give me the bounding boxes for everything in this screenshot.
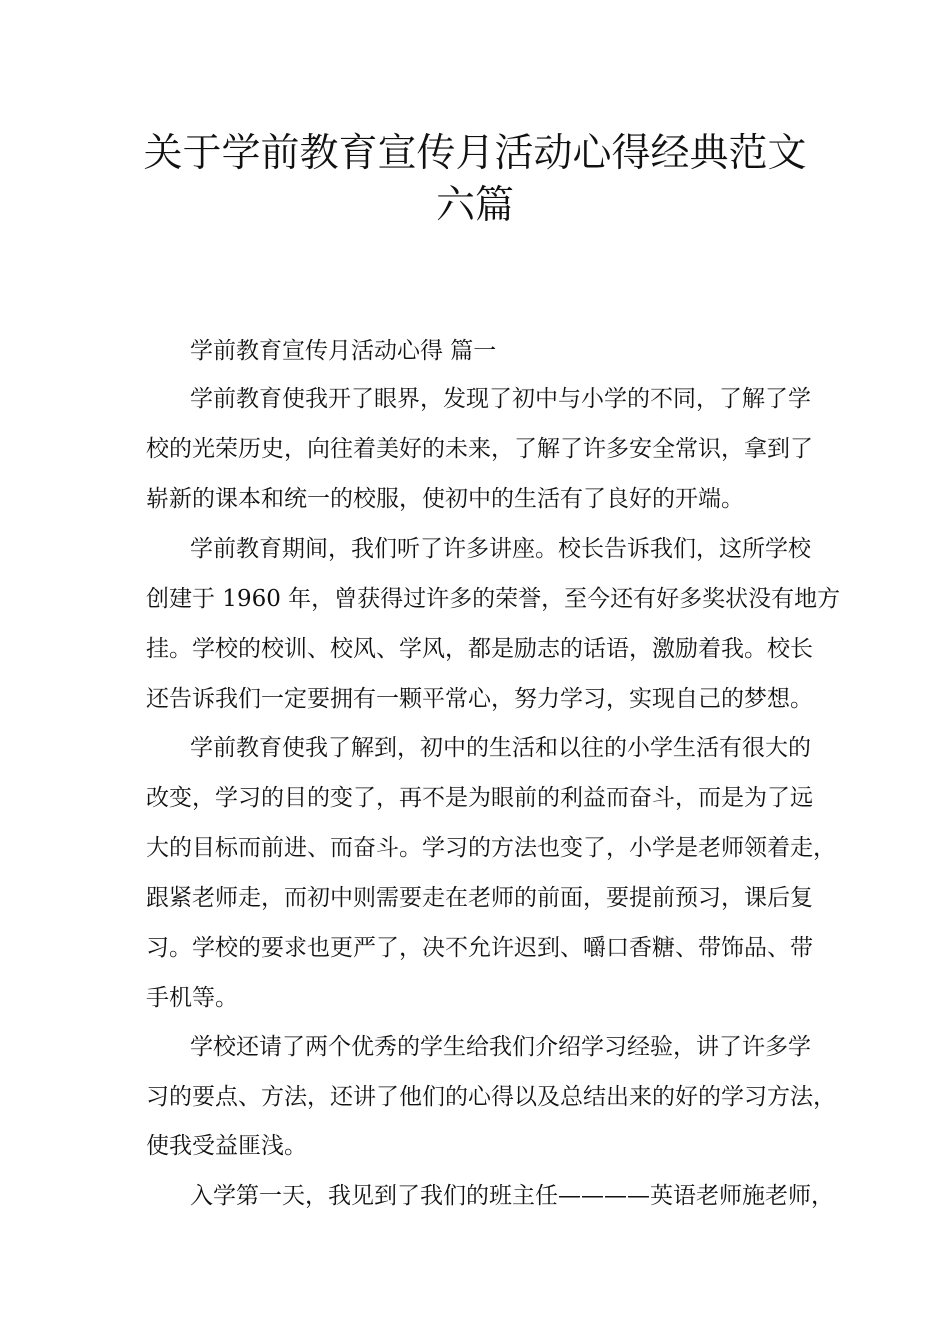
paragraph-line: 学校还请了两个优秀的学生给我们介绍学习经验，讲了许多学: [190, 1034, 811, 1060]
paragraph-line: 习。学校的要求也更严了，决不允许迟到、嚼口香糖、带饰品、带: [146, 935, 813, 961]
paragraph-line: 大的目标而前进、而奋斗。学习的方法也变了，小学是老师领着走，: [146, 835, 836, 861]
document-title-line-1: 关于学前教育宣传月活动心得经典范文: [143, 131, 807, 176]
paragraph-line: 学前教育使我了解到，初中的生活和以往的小学生活有很大的: [190, 735, 811, 761]
paragraph-line: 校的光荣历史，向往着美好的未来，了解了许多安全常识，拿到了: [146, 436, 813, 462]
paragraph-line: 使我受益匪浅。: [146, 1133, 307, 1159]
paragraph-line: 学前教育使我开了眼界，发现了初中与小学的不同，了解了学: [190, 386, 811, 412]
paragraph-line: 挂。学校的校训、校风、学风，都是励志的话语，激励着我。校长: [146, 636, 813, 662]
paragraph-line: 跟紧老师走，而初中则需要走在老师的前面，要提前预习，课后复: [146, 885, 813, 911]
paragraph-line: 学前教育期间，我们听了许多讲座。校长告诉我们，这所学校: [190, 536, 811, 562]
paragraph-line: 手机等。: [146, 985, 238, 1011]
paragraph-line: 改变，学习的目的变了，再不是为眼前的利益而奋斗，而是为了远: [146, 785, 813, 811]
paragraph-line: 崭新的课本和统一的校服，使初中的生活有了良好的开端。: [146, 486, 744, 512]
paragraph-line: 创建于 1960 年，曾获得过许多的荣誉，至今还有好多奖状没有地方: [146, 586, 841, 612]
paragraph-line: 还告诉我们一定要拥有一颗平常心，努力学习，实现自己的梦想。: [146, 686, 813, 712]
paragraph-line: 习的要点、方法，还讲了他们的心得以及总结出来的好的学习方法，: [146, 1084, 836, 1110]
paragraph-line: 入学第一天，我见到了我们的班主任————英语老师施老师，: [190, 1183, 834, 1209]
section-heading: 学前教育宣传月活动心得 篇一: [190, 338, 497, 364]
document-title-line-2: 六篇: [435, 183, 514, 228]
